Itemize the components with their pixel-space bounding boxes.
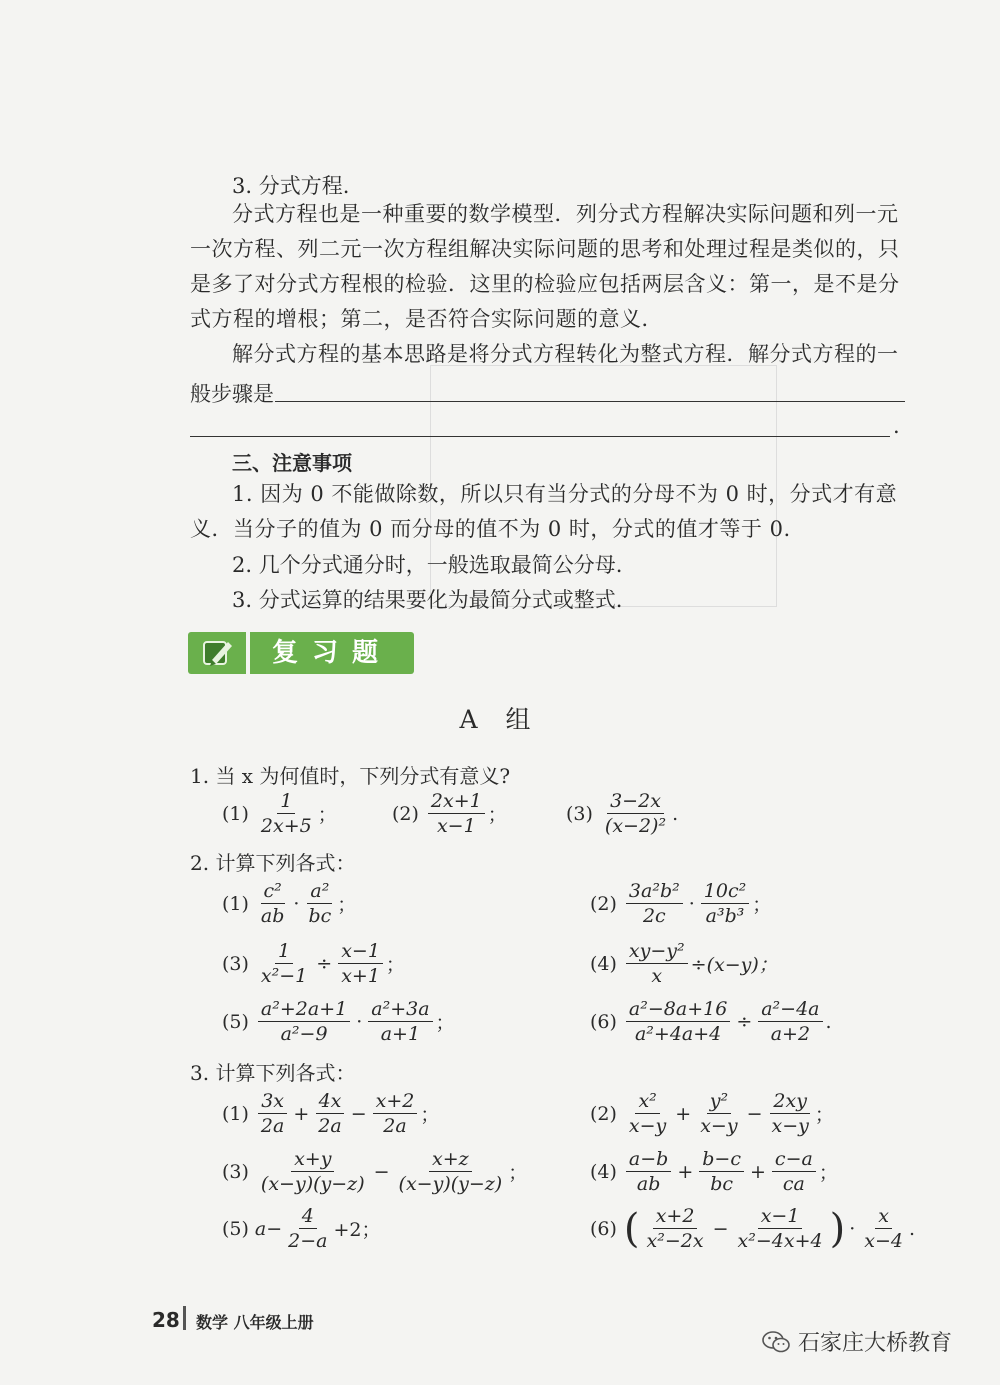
section-title: 3. 分式方程. [232, 174, 350, 198]
fraction: $\frac{\text{10c²}}{\text{a³b³}}$ [701, 880, 749, 927]
q1-item-3 [566, 790, 678, 837]
group-a-title: A 组 [459, 705, 541, 734]
q1-item-2 [392, 790, 507, 837]
page-number: 28 [152, 1308, 180, 1332]
q2-item-5: (5) $\frac{\text{a²+2a+1}}{\text{a²−9}}$ · $\frac{\text{a²+3a}}{a+1}$ ； [222, 998, 455, 1045]
fraction: $\frac{\text{y²}}{x-y}$ [700, 1090, 738, 1137]
q1-item-1 [222, 790, 337, 837]
note-3: 3. 分式运算的结果要化为最简分式或整式. [232, 588, 623, 612]
item-label: (2) [392, 802, 419, 825]
fraction: $\frac{x+y}{(x-y)(y-z)}$ [260, 1148, 365, 1195]
steps-label: 般步骤是 [190, 382, 274, 406]
item-label: (5) [222, 1217, 249, 1240]
fraction: $\frac{1}{\text{x²−1}}$ [260, 940, 308, 987]
section-paragraph-1: 分式方程也是一种重要的数学模型．列分式方程解决实际问题和列一元一次方程、列二元一次方程组解决实际问题的思考和处理过程是类似的，只是多了对分式方程根的检验．这里的检验应包括两层含义：第一，是不是分式方程的增根；第二，是否符合实际问题的意义． [190, 202, 900, 331]
q3-item-4: (4) $\frac{a-b}{ab}$ + $\frac{b-c}{bc}$ + $\frac{c-a}{ca}$ ； [590, 1148, 838, 1195]
q2-item-6: (6) $\frac{\text{a²−8a+16}}{\text{a²+4a+4}}$ ÷ $\frac{\text{a²−4a}}{a+2}$ . [590, 998, 832, 1045]
fraction: $\frac{2xy}{x-y}$ [771, 1090, 809, 1137]
fraction: $\frac{c-a}{ca}$ [772, 1148, 816, 1195]
q2-item-4: (4) $\frac{\text{xy−y²}}{x}$ ÷(x−y)； [590, 940, 778, 987]
fraction: $\frac{\text{x²}}{x-y}$ [628, 1090, 667, 1137]
end-period: . [893, 414, 900, 438]
fraction: $\frac{x}{x-4}$ [864, 1205, 903, 1252]
q2-item-3: (3) $\frac{1}{\text{x²−1}}$ ÷ $\frac{x-1}{x+1}$ ； [222, 940, 405, 987]
fraction: $\frac{4x}{2a}$ [315, 1090, 344, 1137]
watermark-text: 石家庄大桥教育 [798, 1331, 953, 1356]
item-label: (4) [590, 952, 617, 975]
fraction: $\frac{x-1}{x+1}$ [338, 940, 383, 987]
fraction: $\frac{4}{2-a}$ [288, 1205, 328, 1252]
item-label: (6) [590, 1010, 617, 1033]
fraction: $\frac{1}{2x+5}$ [260, 790, 312, 837]
q2-stem: 2. 计算下列各式： [190, 851, 356, 875]
notes-heading: 三、注意事项 [232, 451, 352, 475]
fraction: $\frac{a-b}{ab}$ [626, 1148, 671, 1195]
item-label: (1) [222, 1102, 249, 1125]
fraction: $\frac{\text{a²+2a+1}}{\text{a²−9}}$ [258, 998, 350, 1045]
item-label: (1) [222, 892, 249, 915]
item-label: (1) [222, 802, 249, 825]
q3-item-5: (5) a− $\frac{4}{2-a}$ +2； [222, 1205, 381, 1252]
note-2: 2. 几个分式通分时，一般选取最简公分母. [232, 553, 623, 577]
review-banner [188, 632, 414, 674]
section-paragraph-2: 解分式方程的基本思路是将分式方程转化为整式方程．解分式方程的一 [232, 342, 899, 366]
watermark [762, 1326, 952, 1357]
footer-divider [183, 1306, 186, 1330]
item-label: (5) [222, 1010, 249, 1033]
fraction: $\frac{3x}{2a}$ [258, 1090, 287, 1137]
fill-blank-line-1 [275, 401, 905, 402]
q2-item-1: (1) $\frac{\text{c²}}{ab}$ · $\frac{\text{a²}}{bc}$ ； [222, 880, 357, 927]
fraction: $\frac{\text{a²−4a}}{a+2}$ [758, 998, 822, 1045]
q3-item-1: (1) $\frac{3x}{2a}$ + $\frac{4x}{2a}$ − $\frac{x+2}{2a}$ ； [222, 1090, 440, 1137]
punct: ； [317, 804, 337, 826]
q3-item-2: (2) $\frac{\text{x²}}{x-y}$ + $\frac{\text{y²}}{x-y}$ − $\frac{2xy}{x-y}$ ； [590, 1090, 834, 1137]
fraction: $\frac{\text{a²}}{bc}$ [308, 880, 332, 927]
q1-stem: 1. 当 x 为何值时，下列分式有意义? [190, 764, 511, 788]
punct: ； [487, 804, 507, 826]
item-label: (3) [566, 802, 593, 825]
pencil-icon [188, 632, 246, 674]
book-title: 数学 八年级上册 [196, 1313, 314, 1332]
item-label: (4) [590, 1160, 617, 1183]
fraction: $\frac{x+2}{\text{x²−2x}}$ [646, 1205, 704, 1252]
fraction: $\frac{\text{a²+3a}}{a+1}$ [368, 998, 432, 1045]
review-title: 复习题 [250, 632, 414, 674]
item-label: (2) [590, 1102, 617, 1125]
fraction: $\frac{2x+1}{x-1}$ [428, 790, 485, 837]
q3-stem: 3. 计算下列各式： [190, 1061, 356, 1085]
fraction: $\frac{\text{3a²b²}}{2c}$ [626, 880, 683, 927]
item-label: (3) [222, 1160, 249, 1183]
item-label: (2) [590, 892, 617, 915]
fraction: $\frac{\text{a²−8a+16}}{\text{a²+4a+4}}$ [626, 998, 730, 1045]
fraction: $\frac{x+2}{2a}$ [373, 1090, 418, 1137]
punct: . [672, 802, 679, 825]
item-label: (3) [222, 952, 249, 975]
fraction: $\frac{3-2x}{\text{(x−2)²}}$ [604, 790, 667, 837]
q3-item-3: (3) $\frac{x+y}{(x-y)(y-z)}$ − $\frac{x+z}{(x-y)(y-z)}$ ； [222, 1148, 528, 1195]
note-1: 1. 因为 0 不能做除数，所以只有当分式的分母不为 0 时，分式才有意义．当分子的值为 0 而分母的值不为 0 时，分式的值才等于 0. [190, 482, 898, 541]
fraction: $\frac{b-c}{bc}$ [699, 1148, 744, 1195]
wechat-icon [762, 1331, 790, 1353]
q2-item-2: (2) $\frac{\text{3a²b²}}{2c}$ · $\frac{\text{10c²}}{\text{a³b³}}$ ； [590, 880, 772, 927]
item-label: (6) [590, 1217, 617, 1240]
q3-item-6: (6) ( $\frac{x+2}{\text{x²−2x}}$ − $\frac{x-1}{\text{x²−4x+4}}$ ) · $\frac{x}{x-4}$ . [590, 1205, 916, 1252]
fraction: $\frac{x+z}{(x-y)(y-z)}$ [398, 1148, 503, 1195]
fraction: $\frac{\text{xy−y²}}{x}$ [626, 940, 688, 987]
fraction: $\frac{x-1}{\text{x²−4x+4}}$ [737, 1205, 823, 1252]
fill-blank-line-2 [190, 436, 890, 437]
fraction: $\frac{\text{c²}}{ab}$ [260, 880, 285, 927]
